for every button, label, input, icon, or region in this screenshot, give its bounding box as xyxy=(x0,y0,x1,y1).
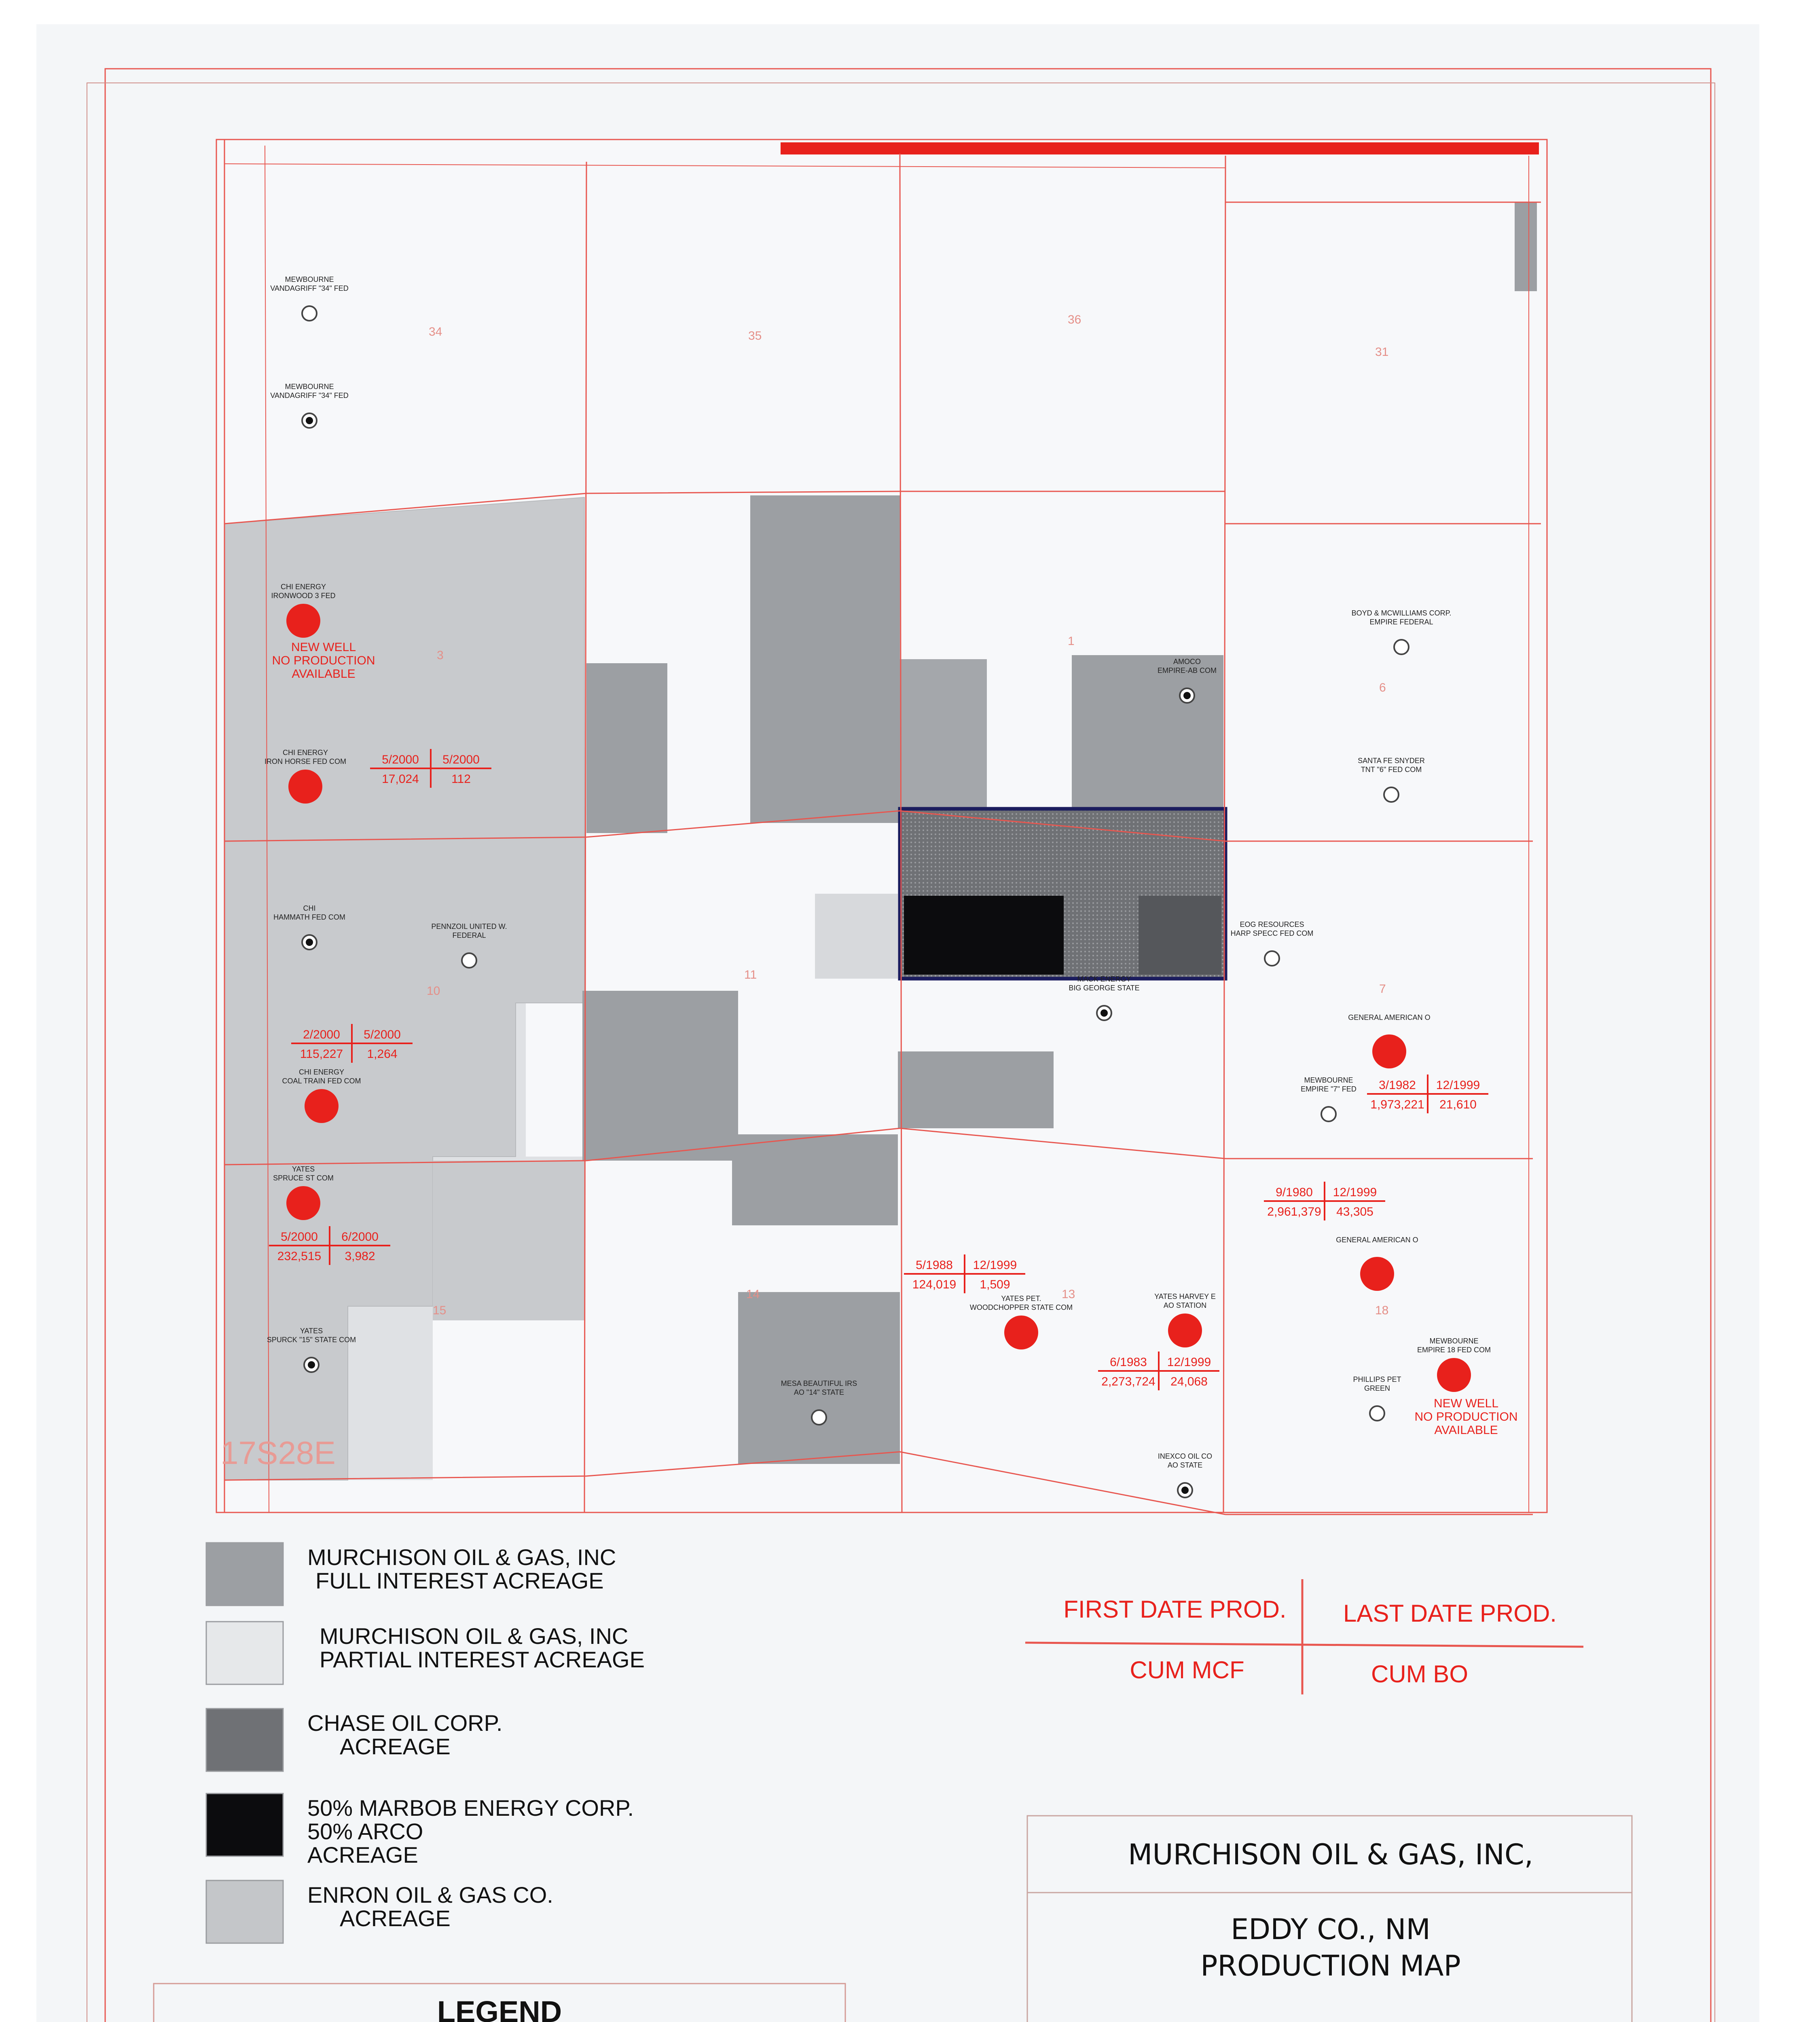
well-operator: GENERAL AMERICAN O xyxy=(1336,1236,1418,1244)
full-interest-block xyxy=(738,1292,900,1464)
morrow-producer-symbol xyxy=(1437,1358,1471,1392)
well-symbol xyxy=(1370,1406,1384,1421)
acreage-label: PARTIAL INTEREST ACREAGE xyxy=(320,1647,645,1672)
well-operator: CHI ENERGY xyxy=(280,583,326,591)
well-dot xyxy=(1183,692,1191,699)
acreage-swatch xyxy=(206,1880,283,1943)
well-operator: YATES xyxy=(292,1165,315,1173)
production-label xyxy=(904,1254,1025,1293)
full-interest-block xyxy=(586,663,667,833)
last-date: 12/1999 xyxy=(1436,1079,1480,1092)
section-number: 11 xyxy=(744,968,757,981)
well-operator: PENNZOIL UNITED W. xyxy=(431,922,507,931)
well-operator: MEWBOURNE xyxy=(285,383,334,391)
well-operator: INEXCO OIL CO xyxy=(1158,1452,1213,1460)
last-date: 5/2000 xyxy=(442,753,480,766)
well-lease: WOODCHOPPER STATE COM xyxy=(969,1303,1073,1311)
well-operator: YATES xyxy=(300,1327,323,1335)
morrow-producer-symbol xyxy=(1372,1034,1406,1068)
new-well-text: NEW WELL xyxy=(291,641,356,654)
well-symbol xyxy=(462,953,476,968)
morrow-producer-symbol xyxy=(286,604,320,638)
section-number: 7 xyxy=(1379,982,1386,996)
morrow-producer-symbol xyxy=(288,770,322,804)
well-symbol xyxy=(1394,640,1409,654)
well-lease: AO STATION xyxy=(1163,1301,1207,1309)
acreage-label: ENRON OIL & GAS CO. xyxy=(307,1882,553,1908)
acreage-label: CHASE OIL CORP. xyxy=(307,1710,503,1736)
acreage-swatch xyxy=(206,1543,283,1605)
well-lease: EMPIRE FEDERAL xyxy=(1369,618,1433,626)
section-number: 3 xyxy=(437,649,444,662)
production-label xyxy=(291,1024,413,1063)
top-edge-highlight xyxy=(781,142,1539,154)
new-well-text: NEW WELL xyxy=(1433,1397,1499,1410)
last-date: 12/1999 xyxy=(973,1258,1017,1272)
well-symbol xyxy=(1384,787,1399,802)
well-operator: MEWBOURNE xyxy=(1304,1076,1353,1084)
well-lease: HAMMATH FED COM xyxy=(273,913,345,921)
morrow-producer-symbol xyxy=(1360,1257,1394,1291)
cum-mcf: 1,973,221 xyxy=(1370,1098,1424,1111)
acreage-label: MURCHISON OIL & GAS, INC xyxy=(320,1623,629,1649)
cum-bo: 3,982 xyxy=(345,1250,375,1263)
section-number: 35 xyxy=(748,329,762,343)
morrow-producer-symbol xyxy=(1168,1313,1202,1347)
chase-oil-acreage xyxy=(1139,896,1221,975)
morrow-producer-symbol xyxy=(286,1186,320,1220)
well-dot xyxy=(308,1361,315,1368)
well-operator: YATES PET. xyxy=(1001,1294,1041,1303)
cum-bo: 43,305 xyxy=(1336,1205,1373,1218)
morrow-producer-symbol xyxy=(1004,1316,1038,1349)
section-number: 15 xyxy=(433,1304,447,1317)
acreage-label: 50% ARCO xyxy=(307,1819,423,1844)
section-number: 31 xyxy=(1375,345,1389,359)
last-date: 5/2000 xyxy=(364,1028,401,1041)
production-label xyxy=(1367,1074,1488,1113)
well-operator: EOG RESOURCES xyxy=(1240,920,1304,929)
well-lease: AO STATE xyxy=(1167,1461,1203,1469)
well-operator: CHI ENERGY xyxy=(298,1068,345,1076)
section-number: 14 xyxy=(746,1288,760,1301)
well-lease: SPURCK "15" STATE COM xyxy=(267,1336,356,1344)
section-number: 6 xyxy=(1379,681,1386,694)
new-well-text: NO PRODUCTION xyxy=(1414,1410,1518,1423)
first-date: 5/2000 xyxy=(382,753,419,766)
key-first-date: FIRST DATE PROD. xyxy=(1063,1596,1287,1623)
full-interest-block xyxy=(582,991,738,1161)
first-date: 5/1988 xyxy=(916,1258,953,1272)
cum-mcf: 115,227 xyxy=(300,1047,343,1061)
well-lease: COAL TRAIN FED COM xyxy=(282,1077,361,1085)
cum-mcf: 2,961,379 xyxy=(1267,1205,1321,1218)
cum-bo: 21,610 xyxy=(1439,1098,1477,1111)
well-operator: YATES HARVEY E xyxy=(1154,1292,1216,1301)
edge-acreage xyxy=(1515,202,1537,291)
well-operator: BOYD & MCWILLIAMS CORP. xyxy=(1351,609,1452,617)
cum-mcf: 17,024 xyxy=(382,772,419,786)
production-label xyxy=(269,1226,390,1265)
map-title: PRODUCTION MAP xyxy=(1200,1949,1461,1982)
first-date: 9/1980 xyxy=(1276,1186,1313,1199)
acreage-swatch xyxy=(206,1709,283,1771)
cum-mcf: 2,273,724 xyxy=(1101,1375,1155,1388)
well-symbol xyxy=(812,1410,826,1425)
new-well-text: AVAILABLE xyxy=(292,667,356,681)
legend-title: LEGEND xyxy=(437,1995,562,2022)
township-label: 17S28E xyxy=(220,1435,336,1471)
full-interest-block xyxy=(750,495,900,823)
cum-mcf: 124,019 xyxy=(912,1278,957,1291)
well-lease: EMPIRE-AB COM xyxy=(1157,666,1217,675)
key-cum-bo: CUM BO xyxy=(1371,1660,1468,1688)
cum-mcf: 232,515 xyxy=(277,1250,322,1263)
section-number: 34 xyxy=(429,325,442,338)
section-number: 13 xyxy=(1062,1288,1075,1301)
last-date: 12/1999 xyxy=(1167,1356,1211,1369)
well-operator: MEWBOURNE xyxy=(1429,1337,1479,1345)
well-operator: MACK ENERGY xyxy=(1077,975,1131,983)
cum-bo: 1,264 xyxy=(367,1047,398,1061)
acreage-label: MURCHISON OIL & GAS, INC xyxy=(307,1544,616,1570)
last-date: 12/1999 xyxy=(1333,1186,1377,1199)
production-label xyxy=(1264,1182,1385,1220)
full-interest-block xyxy=(900,659,987,821)
acreage-swatch xyxy=(206,1794,283,1856)
well-lease: AO "14" STATE xyxy=(794,1388,844,1396)
well-dot xyxy=(1100,1009,1108,1017)
cum-bo: 1,509 xyxy=(980,1278,1010,1291)
map-area xyxy=(216,140,1547,1514)
well-lease: IRON HORSE FED COM xyxy=(264,757,347,766)
first-date: 3/1982 xyxy=(1379,1079,1416,1092)
well-lease: EMPIRE "7" FED xyxy=(1301,1085,1357,1093)
morrow-producer-symbol xyxy=(305,1089,339,1123)
well-lease: BIG GEORGE STATE xyxy=(1069,984,1140,992)
well-lease: HARP SPECC FED COM xyxy=(1230,929,1314,937)
map-location: EDDY CO., NM xyxy=(1231,1913,1431,1946)
section-number: 18 xyxy=(1375,1304,1389,1317)
first-date: 5/2000 xyxy=(281,1230,318,1244)
first-date: 6/1983 xyxy=(1110,1356,1147,1369)
well-lease: GREEN xyxy=(1364,1384,1390,1392)
well-operator: CHI xyxy=(303,904,316,912)
section-number: 1 xyxy=(1068,635,1075,648)
well-operator: AMOCO xyxy=(1173,658,1201,666)
well-lease: TNT "6" FED COM xyxy=(1361,766,1422,774)
section-number: 10 xyxy=(427,984,440,998)
full-interest-block xyxy=(1072,655,1223,817)
well-lease: EMPIRE 18 FED COM xyxy=(1417,1346,1491,1354)
well-dot xyxy=(306,417,313,424)
last-date: 6/2000 xyxy=(341,1230,379,1244)
key-last-date: LAST DATE PROD. xyxy=(1343,1600,1557,1627)
acreage-swatch xyxy=(206,1622,283,1684)
well-lease: SPRUCE ST COM xyxy=(273,1174,334,1182)
well-operator: MEWBOURNE xyxy=(285,275,334,283)
well-dot xyxy=(306,939,313,946)
acreage-label: ACREAGE xyxy=(340,1734,451,1759)
well-lease: FEDERAL xyxy=(452,931,486,939)
acreage-label: ACREAGE xyxy=(340,1906,451,1931)
well-symbol xyxy=(1265,951,1279,966)
enron-acreage-block xyxy=(433,1161,584,1320)
well-operator: PHILLIPS PET xyxy=(1353,1375,1401,1383)
acreage-label: FULL INTEREST ACREAGE xyxy=(315,1568,604,1593)
acreage-label: 50% MARBOB ENERGY CORP. xyxy=(307,1795,634,1821)
well-lease: VANDAGRIFF "34" FED xyxy=(270,391,349,400)
new-well-text: NO PRODUCTION xyxy=(272,654,375,667)
cum-bo: 24,068 xyxy=(1170,1375,1208,1388)
company-name: MURCHISON OIL & GAS, INC, xyxy=(1128,1838,1534,1871)
key-cum-mcf: CUM MCF xyxy=(1130,1656,1244,1684)
well-lease: IRONWOOD 3 FED xyxy=(271,592,336,600)
well-lease: VANDAGRIFF "34" FED xyxy=(270,284,349,292)
new-well-text: AVAILABLE xyxy=(1434,1423,1498,1437)
marbob-arco-acreage xyxy=(904,896,1064,975)
partial-interest-block xyxy=(815,894,898,979)
well-dot xyxy=(1181,1487,1189,1494)
cum-bo: 112 xyxy=(451,772,471,786)
acreage-label: ACREAGE xyxy=(307,1842,418,1868)
well-operator: GENERAL AMERICAN O xyxy=(1348,1013,1431,1022)
first-date: 2/2000 xyxy=(303,1028,340,1041)
well-operator: SANTA FE SNYDER xyxy=(1358,757,1425,765)
full-interest-block xyxy=(898,1051,1054,1128)
full-interest-block xyxy=(732,1134,898,1225)
well-symbol xyxy=(1321,1107,1336,1121)
well-symbol xyxy=(302,306,317,321)
production-label xyxy=(1098,1352,1219,1390)
section-number: 36 xyxy=(1068,313,1081,326)
well-operator: MESA BEAUTIFUL IRS xyxy=(781,1379,857,1387)
well-operator: CHI ENERGY xyxy=(282,749,328,757)
